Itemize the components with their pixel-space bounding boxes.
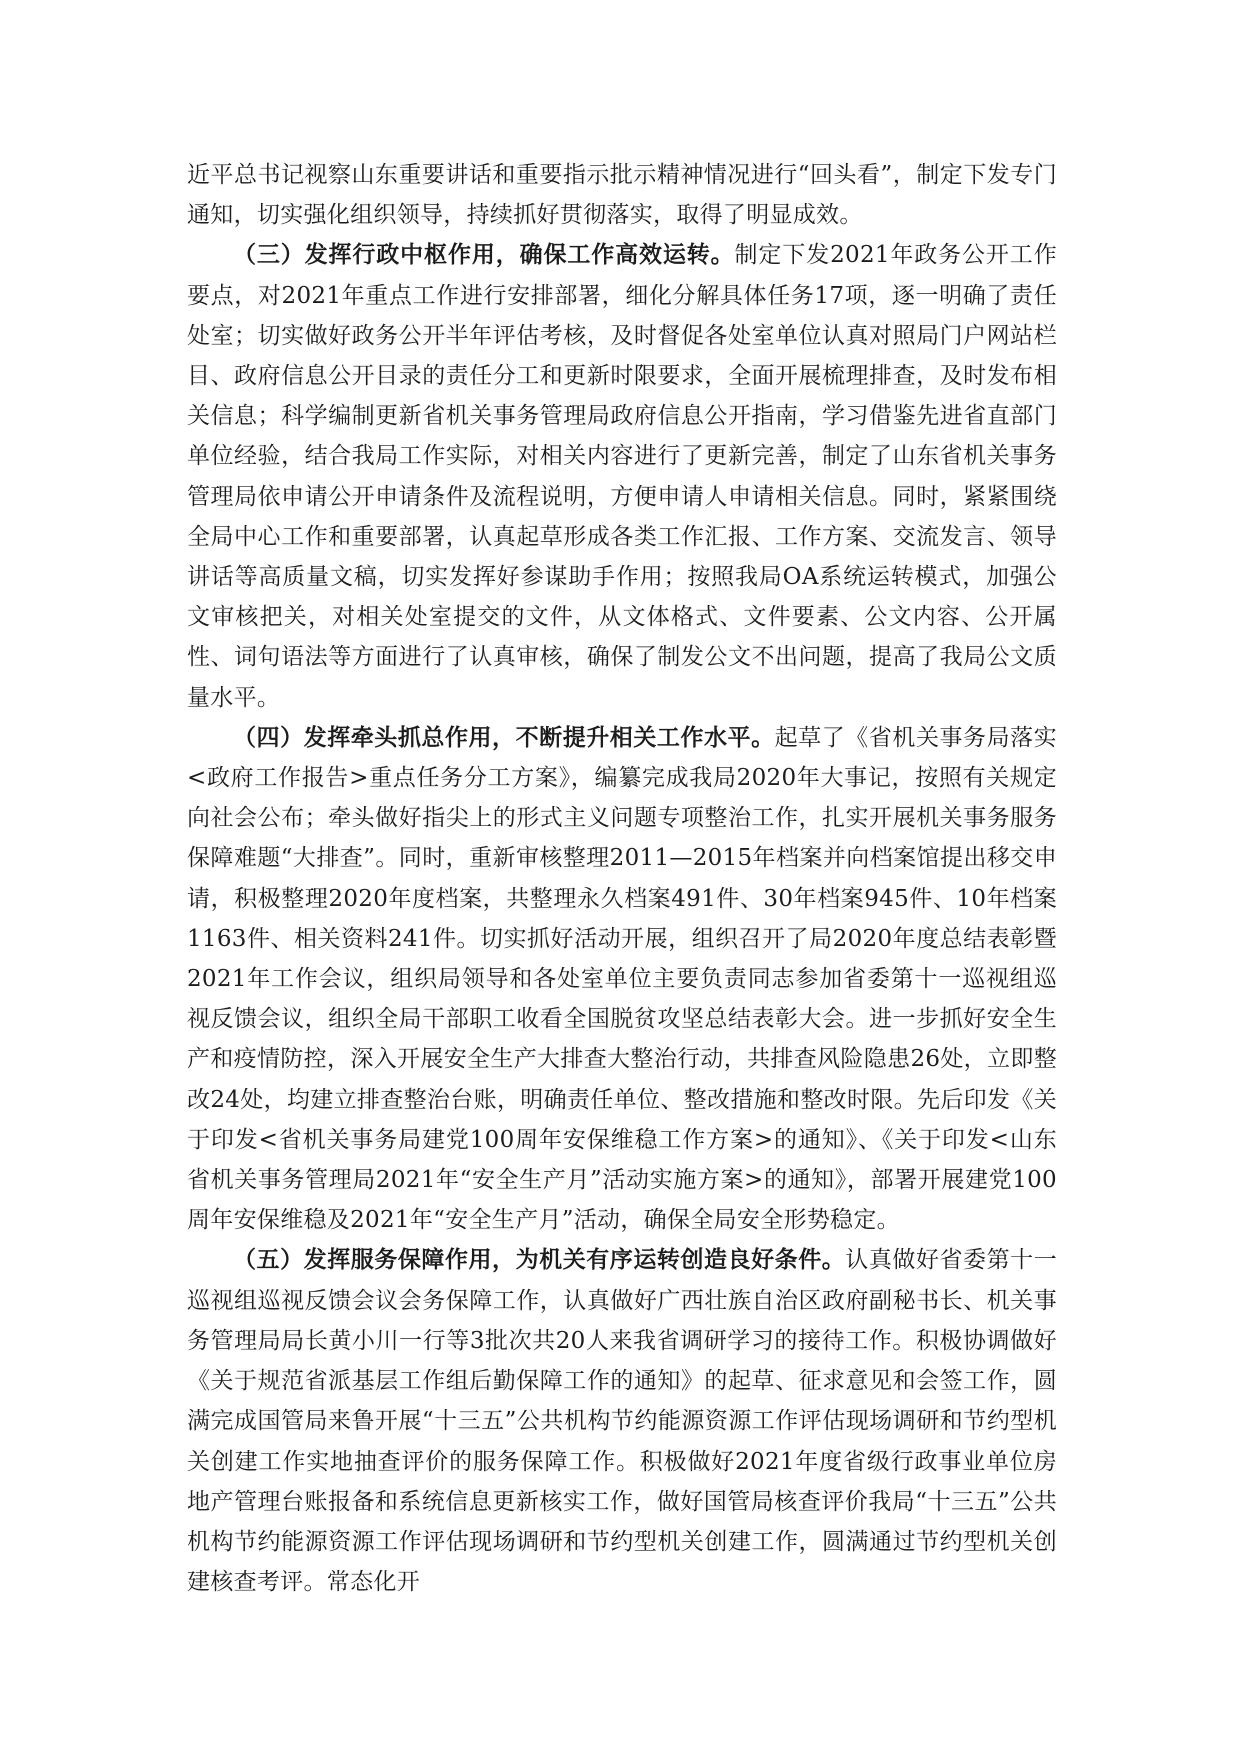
paragraph-1 [187,155,1057,235]
paragraph-1-text: 近平总书记视察山东重要讲话和重要指示批示精神情况进行“回头看”，制定下发专门通知，切实强化组织领导，持续抓好贯彻落实，取得了明显成效。 [187,162,1057,229]
paragraph-2-text: 制定下发2021年政务公开工作要点，对2021年重点工作进行安排部署，细化分解具体任务17项，逐一明确了责任处室；切实做好政务公开半年评估考核，及时督促各处室单位认真对照局门户网站栏目、政府信息公开目录的责任分工和更新时限要求，全面开展梳理排查，及时发布相关信息；科学编制更新省机关事务管理局政府信息公开指南，学习借鉴先进省直部门单位经验，结合我局工作实际，对相关内容进行了更新完善，制定了山东省机关事务管理局依申请公开申请条件及流程说明，方便申请人申请相关信息。同时，紧紧围绕全局中心工作和重要部署，认真起草形成各类工作汇报、工作方案、交流发言、领导讲话等高质量文稿，切实发挥好参谋助手作用；按照我局OA系统运转模式，加强公文审核把关，对相关处室提交的文件，从文体格式、文件要素、公文内容、公开属性、词句语法等方面进行了认真审核，确保了制发公文不出问题，提高了我局公文质量水平。 [187,242,1057,711]
paragraph-3-text: 起草了《省机关事务局落实<政府工作报告>重点任务分工方案》，编纂完成我局2020年大事记，按照有关规定向社会公布；牵头做好指尖上的形式主义问题专项整治工作，扎实开展机关事务服务保障难题“大排查”。同时，重新审核整理2011—2015年档案并向档案馆提出移交申请，积极整理2020年度档案，共整理永久档案491件、30年档案945件、10年档案1163件、相关资料241件。切实抓好活动开展，组织召开了局2020年度总结表彰暨2021年工作会议，组织局领导和各处室单位主要负责同志参加省委第十一巡视组巡视反馈会议，组织全局干部职工收看全国脱贫攻坚总结表彰大会。进一步抓好安全生产和疫情防控，深入开展安全生产大排查大整治行动，共排查风险隐患26处，立即整改24处，均建立排查整治台账，明确责任单位、整改措施和整改时限。先后印发《关于印发<省机关事务局建党100周年安保维稳工作方案>的通知》、《关于印发<山东省机关事务管理局2021年“安全生产月”活动实施方案>的通知》，部署开展建党100周年安保维稳及2021年“安全生产月”活动，确保全局安全形势稳定。 [187,724,1057,1234]
paragraph-2 [187,235,1057,717]
paragraph-3-lead: （四）发挥牵头抓总作用，不断提升相关工作水平。 [233,723,775,751]
paragraph-4 [187,1240,1057,1602]
document-body [187,155,1057,1602]
paragraph-4-lead: （五）发挥服务保障作用，为机关有序运转创造良好条件。 [233,1246,846,1274]
paragraph-4-text: 认真做好省委第十一巡视组巡视反馈会议会务保障工作，认真做好广西壮族自治区政府副秘书长、机关事务管理局局长黄小川一行等3批次共20人来我省调研学习的接待工作。积极协调做好《关于规范省派基层工作组后勤保障工作的通知》的起草、征求意见和会签工作，圆满完成国管局来鲁开展“十三五”公共机构节约能源资源工作评估现场调研和节约型机关创建工作实地抽查评价的服务保障工作。积极做好2021年度省级行政事业单位房地产管理台账报备和系统信息更新核实工作，做好国管局核查评价我局“十三五”公共机构节约能源资源工作评估现场调研和节约型机关创建工作，圆满通过节约型机关创建核查考评。常态化开 [187,1247,1057,1596]
paragraph-3 [187,718,1057,1241]
paragraph-2-lead: （三）发挥行政中枢作用，确保工作高效运转。 [233,241,735,269]
